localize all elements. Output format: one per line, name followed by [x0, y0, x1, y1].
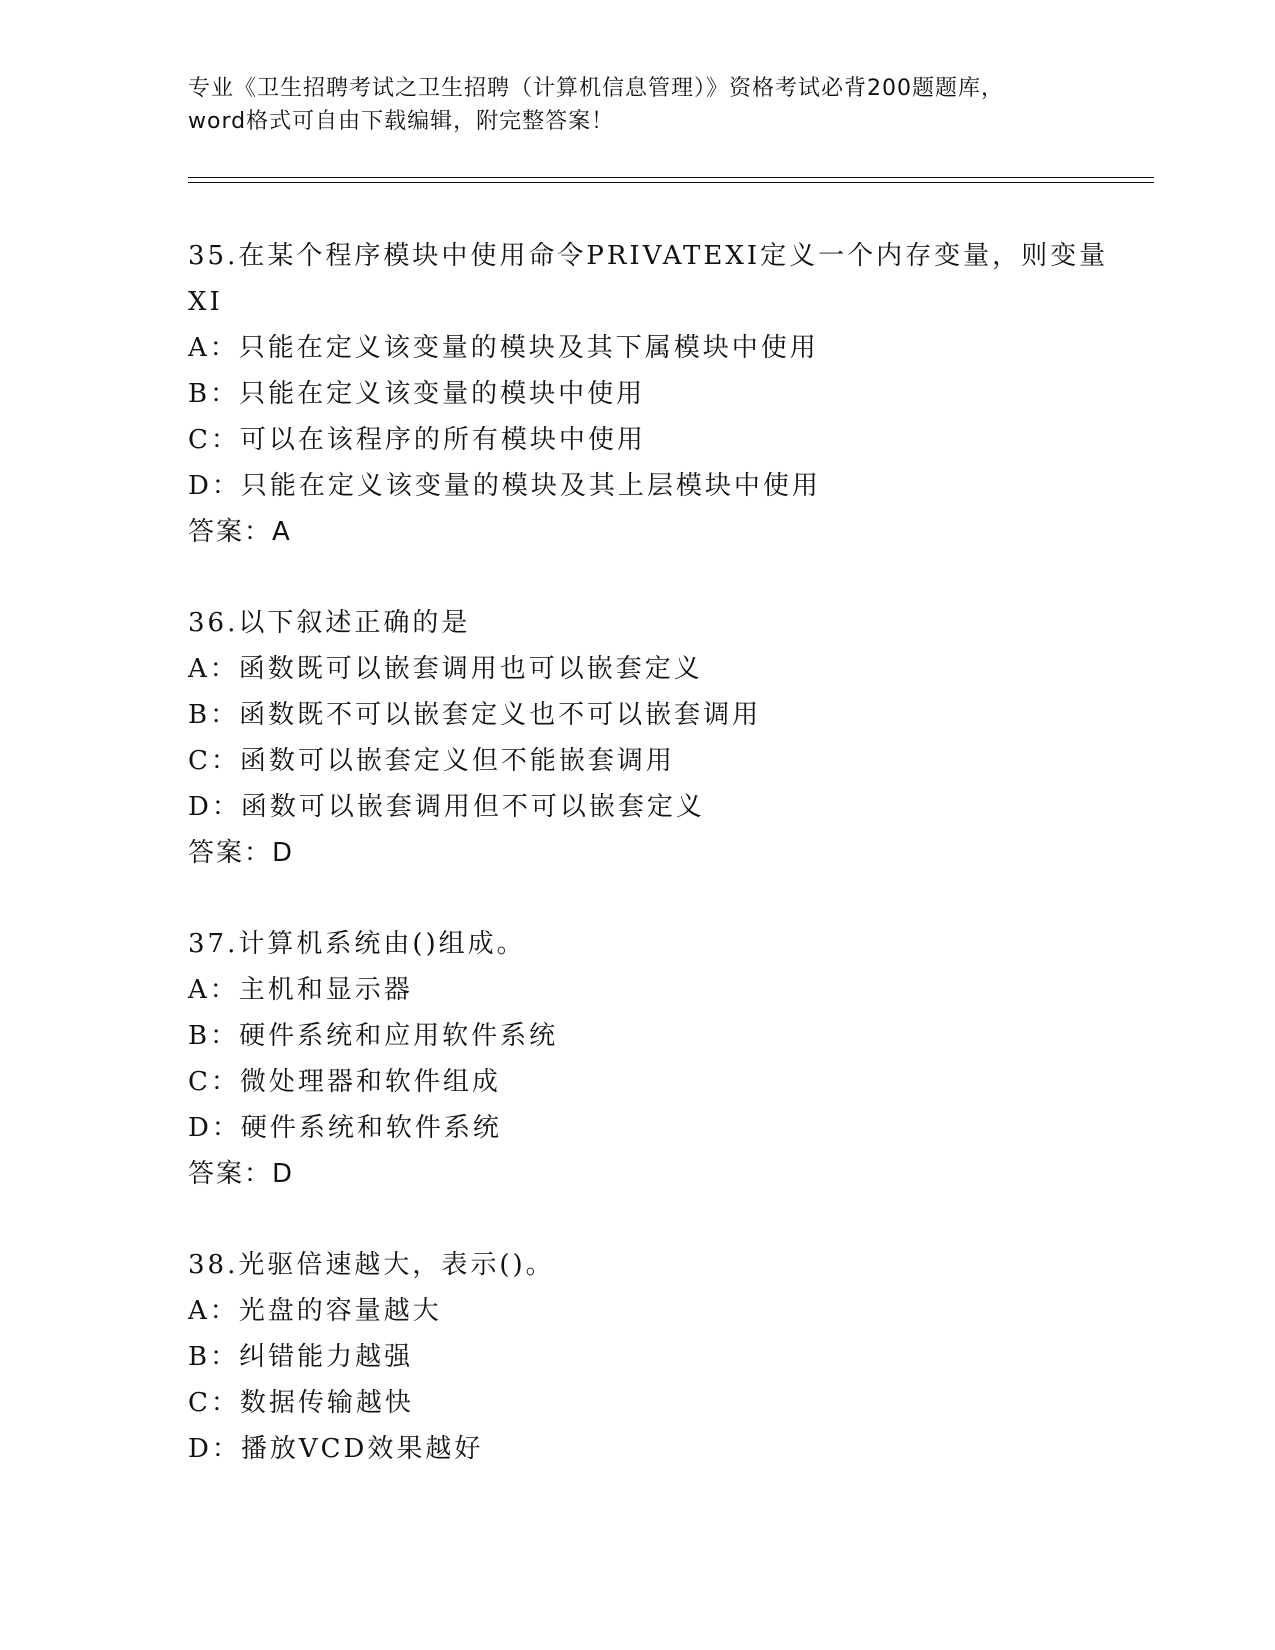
header-line-2: word格式可自由下载编辑，附完整答案！ — [188, 109, 615, 134]
question-list — [188, 233, 1108, 1517]
answer: 答案：D — [188, 838, 295, 868]
option-a: A：函数既可以嵌套调用也可以嵌套定义 — [188, 654, 703, 684]
question-text-continued: XI — [188, 287, 223, 317]
option-a: A：光盘的容量越大 — [188, 1296, 442, 1326]
option-c: C：微处理器和软件组成 — [188, 1067, 501, 1097]
question-text: 38.光驱倍速越大，表示()。 — [188, 1250, 555, 1280]
option-d: D：硬件系统和软件系统 — [188, 1113, 502, 1143]
option-b: B：函数既不可以嵌套定义也不可以嵌套调用 — [188, 700, 762, 730]
question-text: 35.在某个程序模块中使用命令PRIVATEXI定义一个内存变量，则变量 — [188, 241, 1109, 271]
question-text: 36.以下叙述正确的是 — [188, 608, 471, 638]
question-35 — [188, 233, 1108, 555]
question-37 — [188, 921, 1108, 1197]
answer: 答案：A — [188, 517, 292, 547]
option-c: C：可以在该程序的所有模块中使用 — [188, 425, 646, 455]
option-a: A：主机和显示器 — [188, 975, 413, 1005]
answer: 答案：D — [188, 1159, 295, 1189]
question-38 — [188, 1242, 1108, 1472]
question-text: 37.计算机系统由()组成。 — [188, 929, 526, 959]
option-d: D：只能在定义该变量的模块及其上层模块中使用 — [188, 471, 821, 501]
document-header — [188, 72, 1088, 138]
header-line-1: 专业《卫生招聘考试之卫生招聘（计算机信息管理）》资格考试必背200题题库， — [188, 76, 1004, 101]
question-36 — [188, 600, 1108, 876]
option-c: C：函数可以嵌套定义但不能嵌套调用 — [188, 746, 675, 776]
header-divider-top — [188, 177, 1154, 178]
header-divider-bottom — [188, 182, 1154, 183]
option-d: D：播放VCD效果越好 — [188, 1434, 484, 1464]
option-b: B：纠错能力越强 — [188, 1342, 414, 1372]
option-b: B：硬件系统和应用软件系统 — [188, 1021, 559, 1051]
option-a: A：只能在定义该变量的模块及其下属模块中使用 — [188, 333, 819, 363]
option-c: C：数据传输越快 — [188, 1388, 414, 1418]
option-d: D：函数可以嵌套调用但不可以嵌套定义 — [188, 792, 705, 822]
option-b: B：只能在定义该变量的模块中使用 — [188, 379, 646, 409]
